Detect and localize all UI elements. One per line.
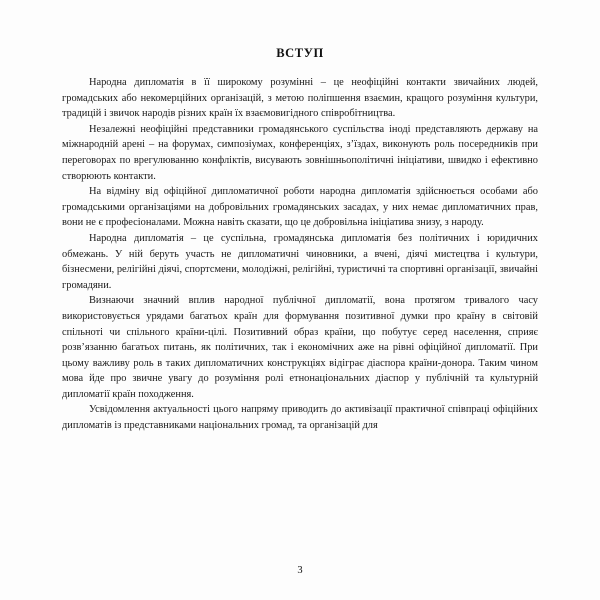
page-title: ВСТУП	[276, 46, 324, 60]
page-number: 3	[297, 565, 303, 576]
paragraph: На відміну від офіційної дипломатичної роботи народна дипломатія здійснюється особами або громадськими організаціями на добровільних громадянських засадах, у них немає дипломатичних прав, вони не є професіоналами. Можна навіть сказати, що це добровільна ініціатива знизу, з народу.	[62, 186, 538, 229]
paragraph: Народна дипломатія – це суспільна, громадянська дипломатія без політичних і юридичних обмежань. У ній беруть участь не дипломатичні чиновники, а вчені, діячі мистецтва і культури, бізнесмени, релігійні діячі, спортсмени, молодіжні, релігійні, туристичні та спортивні організації, звичайні громадяни.	[62, 232, 538, 291]
paragraph: Визнаючи значний вплив народної публічної дипломатії, вона протягом тривалого часу використовується урядами багатьох країн для формування позитивної думки про країну в світовій спільноті чи спільного країни-цілі. Позитивний образ країни, що побутує серед населення, сприяє розв’язанню багатьох питань, як політичних, так і економічних аже на рівні офіційної дипломатії. При цьому важливу роль в таких дипломатичних конструкціях відіграє діаспора країни-донора. Таким чином мова йде про звичне увагу до розуміння ролі етнонаціональних діаспор у публічній та культурній дипломатії країн походження.	[62, 295, 538, 400]
paragraph: Усвідомлення актуальності цього напряму приводить до активізації практичної співпраці офіційних дипломатів із представниками національних громад, та організацій для	[62, 404, 538, 432]
document-body	[62, 75, 538, 434]
paragraph: Незалежні неофіційні представники громадянського суспільства іноді представляють державу на міжнародній арені – на форумах, симпозіумах, конференціях, з’їздах, виконують роль посередників при переговорах по врегулюванню конфліктів, висувають зовнішньополітичні ініціативи, швидко і ефективно створюють контакти.	[62, 123, 538, 182]
paragraph: Народна дипломатія в її широкому розумінні – це неофіційні контакти звичайних людей, громадських або некомерційних організацій, з метою поліпшення взаємин, кращого розуміння культури, традицій і звичок народів різних країн їх взаємовигідного співробітництва.	[62, 77, 538, 120]
